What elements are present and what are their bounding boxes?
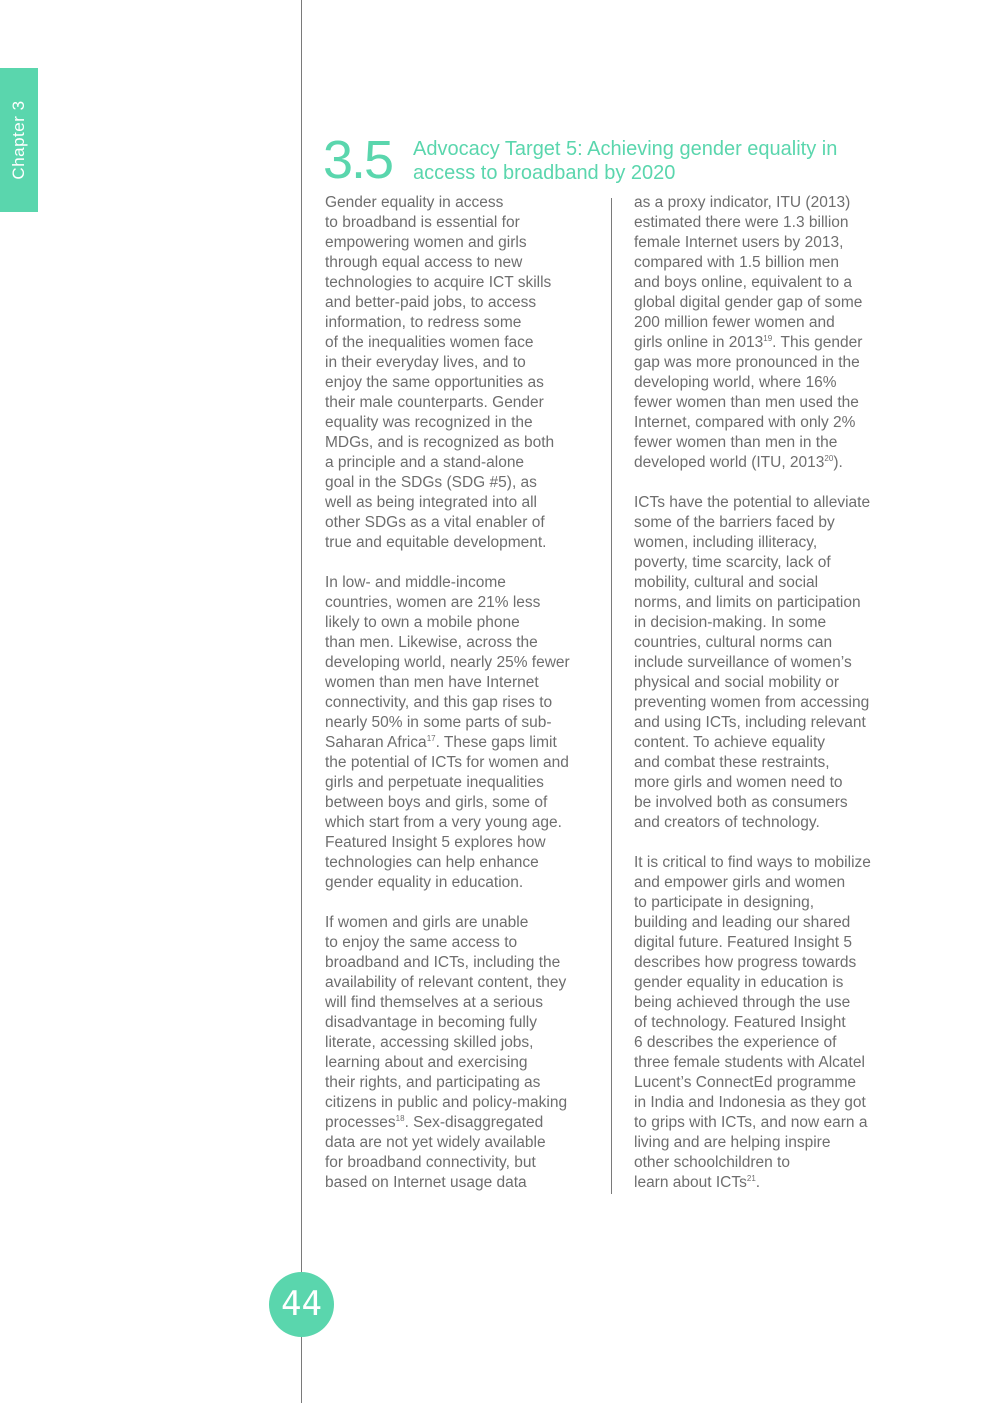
page-vertical-rule [301, 0, 302, 1403]
right-column [634, 193, 899, 1193]
footnote-ref: 20 [824, 453, 834, 463]
paragraph-text: If women and girls are unable to enjoy the same access to broadband and ICTs, including the availability of relevant content, they will find themselves at a serious disadvantage in becoming fully literate, accessing skilled jobs, learning about and exercising their rights, and participating as citizens in public and policy-making processes [325, 914, 568, 1131]
paragraph-text: . This gender gap was more pronounced in the developing world, where 16% fewer women than men used the Internet, compared with only 2% fewer women than men in the developed world (ITU, 2013 [634, 334, 863, 471]
chapter-tab [0, 68, 38, 212]
paragraph-text: . Sex-disaggregated data are not yet widely available for broadband connectivity, but based on Internet usage data [325, 1114, 546, 1191]
paragraph-text: . These gaps limit the potential of ICTs for women and girls and perpetuate inequalities between boys and girls, some of which start from a very young age. Featured Insight 5 explores how technologies can help enhance gender equality in education. [325, 734, 569, 891]
footnote-ref: 21 [746, 1173, 756, 1183]
paragraph-text: ICTs have the potential to alleviate some of the barriers faced by women, including illiteracy, poverty, time scarcity, lack of mobility, cultural and social norms, and limits on participation in decision-making. In some countries, cultural norms can include surveillance of women’s physical and social mobility or preventing women from accessing and using ICTs, including relevant content. To achieve equality and combat these restraints, more girls and women need to be involved both as consumers and creators of technology. [634, 494, 871, 831]
section-title: Advocacy Target 5: Achieving gender equality in access to broadband by 2020 [413, 138, 838, 184]
paragraph [634, 853, 899, 1193]
section-number: 3.5 [323, 130, 393, 190]
paragraph-text: ). [833, 454, 843, 471]
paragraph [325, 913, 595, 1193]
footnote-ref: 17 [426, 733, 436, 743]
column-divider [611, 198, 612, 1194]
left-column [325, 193, 595, 1193]
page-number: 44 [269, 1272, 334, 1337]
paragraph-text: . [755, 1174, 761, 1191]
paragraph-text: Gender equality in access to broadband is essential for empowering women and girls through equal access to new technologies to acquire ICT skills and better-paid jobs, to access information, to redress some of the inequalities women face in their everyday lives, and to enjoy the same opportunities as their male counterparts. Gender equality was recognized in the MDGs, and is recognized as both a principle and a stand-alone goal in the SDGs (SDG #5), as well as being integrated into all other SDGs as a vital enabler of true and equitable development. [325, 194, 555, 551]
paragraph [325, 193, 595, 553]
paragraph [634, 193, 899, 473]
paragraph [325, 573, 595, 893]
paragraph-text: as a proxy indicator, ITU (2013) estimated there were 1.3 billion female Internet users by 2013, compared with 1.5 billion men and boys online, equivalent to a global digital gender gap of some 200 million fewer women and girls online in 2013 [634, 194, 863, 351]
paragraph-text: In low- and middle-income countries, women are 21% less likely to own a mobile phone than men. Likewise, across the developing world, nearly 25% fewer women than men have Internet connectivity, and this gap rises to nearly 50% in some parts of sub- Saharan Africa [325, 574, 570, 751]
footnote-ref: 18 [395, 1113, 405, 1123]
paragraph-text: It is critical to find ways to mobilize and empower girls and women to participate in designing, building and leading our shared digital future. Featured Insight 5 describes how progress towards gender equality in education is being achieved through the use of technology. Featured Insight 6 describes the experience of three female students with Alcatel Lucent’s ConnectEd programme in India and Indonesia as they got to grips with ICTs, and now earn a living and are helping inspire other schoolchildren to learn about ICTs [634, 854, 871, 1191]
footnote-ref: 19 [763, 333, 773, 343]
chapter-tab-label: Chapter 3 [9, 100, 28, 180]
paragraph [634, 493, 899, 833]
